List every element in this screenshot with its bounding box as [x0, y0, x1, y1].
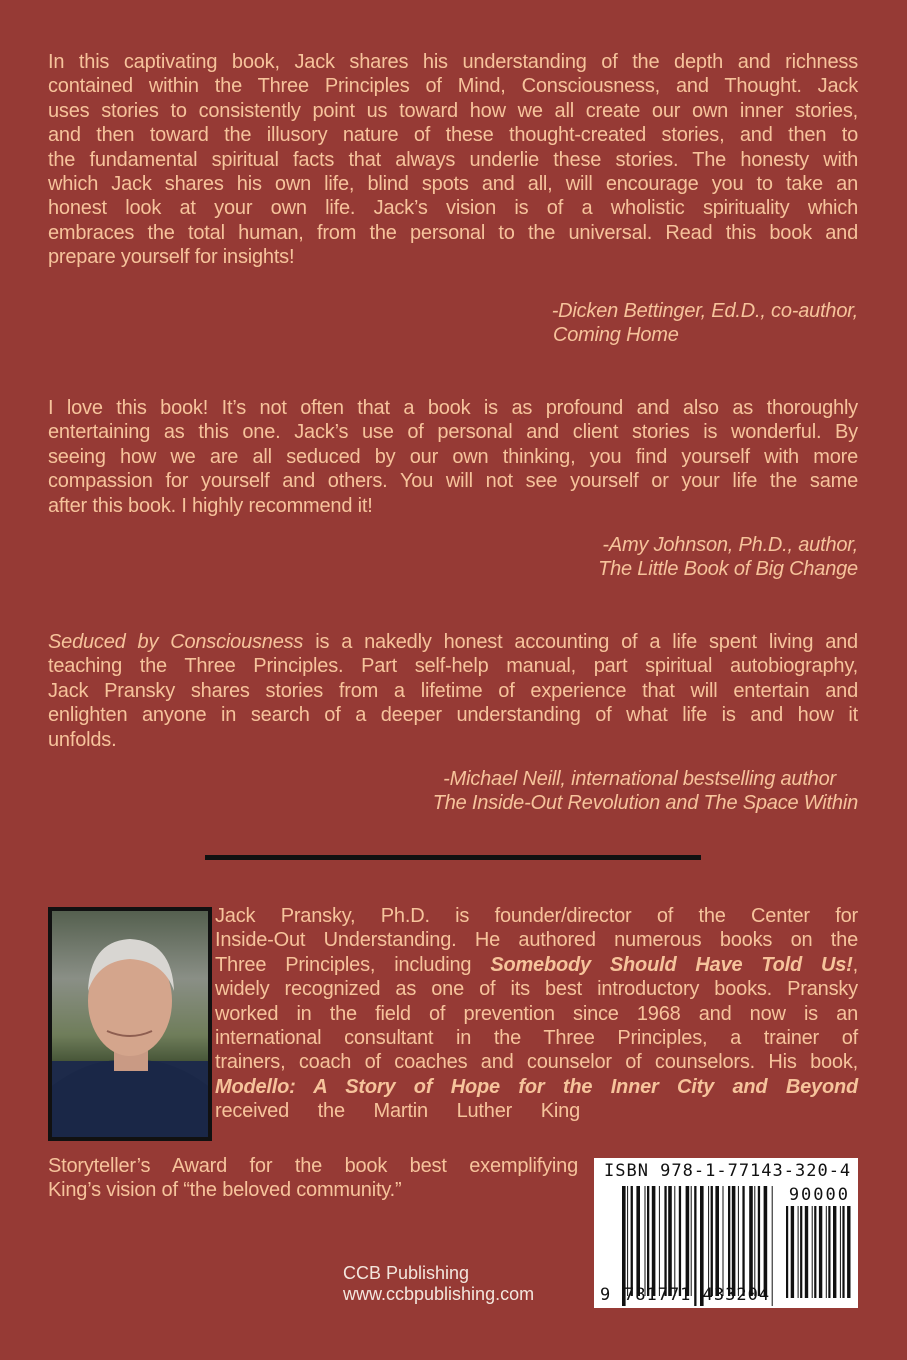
- ean-digits: 781771 433204: [624, 1285, 771, 1305]
- text-line: [48, 74, 858, 98]
- divider-rule: [205, 855, 701, 860]
- barcode-bar: [772, 1186, 773, 1306]
- barcode-bar: [691, 1186, 692, 1296]
- attribution-amy-johnson: [48, 533, 858, 582]
- text-segment: unfolds.: [48, 728, 117, 751]
- text-segment: In this captivating book, Jack shares his understanding of the depth and richness: [48, 51, 858, 73]
- text-segment: and then toward the illusory nature of these thought-created stories, and then to: [48, 124, 858, 147]
- text-segment: widely recognized as one of its best introductory books. Pransky: [215, 978, 858, 1001]
- barcode-bar: [723, 1186, 724, 1296]
- text-segment: uses stories to consistently point us toward how we all create our own inner stories,: [48, 99, 858, 122]
- barcode-bar: [749, 1186, 753, 1296]
- barcode-bar: [679, 1186, 681, 1296]
- barcode-bar: [674, 1186, 675, 1296]
- review-amy-johnson: [48, 396, 858, 518]
- text-segment: compassion for yourself and others. You will not see yourself or your life the same: [48, 470, 858, 493]
- text-segment: teaching the Three Principles. Part self-help manual, part spiritual autobiography,: [48, 655, 858, 678]
- text-segment: I love this book! It’s not often that a book is as profound and also as thoroughly: [48, 397, 858, 419]
- attribution-line: -Amy Johnson, Ph.D., author,: [602, 534, 858, 556]
- text-segment: Inside-Out Understanding. He authored numerous books on the: [215, 929, 858, 952]
- barcode-bar: [728, 1186, 730, 1296]
- barcode-bar: [738, 1186, 739, 1296]
- text-line: [48, 396, 858, 420]
- text-line: [48, 728, 858, 752]
- text-line: [48, 654, 858, 678]
- barcode-bar: [805, 1206, 808, 1298]
- publisher-url[interactable]: www.ccbpublishing.com: [343, 1284, 535, 1304]
- text-line: [48, 703, 858, 727]
- barcode-bar: [652, 1186, 656, 1296]
- text-line: [48, 1178, 578, 1202]
- text-segment: Jack Pransky, Ph.D. is founder/director of the Center for: [215, 905, 858, 927]
- barcode-bar: [791, 1206, 794, 1298]
- text-line: [48, 99, 858, 123]
- publisher-name: CCB Publishing: [343, 1263, 470, 1283]
- text-line: [48, 123, 858, 147]
- text-segment: embraces the total human, from the personal to the universal. Read this book and: [48, 221, 858, 244]
- barcode-bar: [800, 1206, 802, 1298]
- text-line: [48, 148, 858, 172]
- text-line: [215, 1075, 858, 1099]
- attribution-line: -Michael Neill, international bestselling author: [443, 768, 836, 790]
- barcode-bar: [754, 1186, 755, 1296]
- text-line: [48, 494, 858, 518]
- text-line: [48, 221, 858, 245]
- barcode-bar: [840, 1206, 841, 1298]
- text-segment: entertaining as this one. Jack’s use of personal and client stories is wonderful. By: [48, 421, 858, 444]
- attribution-book: Coming Home: [553, 324, 679, 347]
- text-segment: the fundamental spiritual facts that always underlie these stories. The honesty with: [48, 148, 858, 171]
- author-photo: [48, 907, 212, 1141]
- text-segment: is a nakedly honest accounting of a life spent living and: [303, 631, 858, 653]
- text-line: [48, 1154, 578, 1178]
- text-segment: Three Principles, including: [215, 953, 491, 976]
- text-segment: prepare yourself for insights!: [48, 246, 295, 269]
- text-segment: international consultant in the Three Principles, a trainer of: [215, 1026, 858, 1049]
- text-segment: King’s vision of “the beloved community.”: [48, 1178, 402, 1201]
- barcode-bar: [636, 1186, 640, 1296]
- text-line: [215, 953, 858, 977]
- text-line: [48, 420, 858, 444]
- barcode-bar: [708, 1186, 709, 1296]
- text-line: [48, 630, 858, 654]
- text-line: [215, 1099, 580, 1123]
- isbn-text: ISBN 978-1-77143-320-4: [604, 1161, 852, 1181]
- text-line: [215, 928, 858, 952]
- barcode-bar: [664, 1186, 666, 1296]
- text-segment: ,: [852, 953, 858, 976]
- author-bio: [215, 904, 858, 1124]
- attribution-book: The Inside-Out Revolution and The Space Within: [432, 792, 858, 815]
- text-segment: after this book. I highly recommend it!: [48, 494, 373, 517]
- barcode-bar: [786, 1206, 788, 1298]
- text-line: [215, 1026, 858, 1050]
- barcode-bar: [686, 1186, 690, 1296]
- text-line: [215, 904, 858, 928]
- text-line: [48, 196, 858, 220]
- barcode-bar: [659, 1186, 660, 1296]
- text-line: [48, 679, 858, 703]
- barcode-bar: [732, 1186, 736, 1296]
- review-michael-neill: [48, 630, 858, 752]
- author-bio-continued: [48, 1154, 578, 1203]
- text-segment: received the Martin Luther King: [215, 1100, 580, 1123]
- attribution-michael-neill: [48, 767, 858, 816]
- publisher: [343, 1263, 534, 1305]
- text-line: [215, 1002, 858, 1026]
- barcode-bar: [812, 1206, 813, 1298]
- text-segment: Storyteller’s Award for the book best exemplifying: [48, 1154, 578, 1177]
- barcode-bar: [631, 1186, 633, 1296]
- text-segment: which Jack shares his own life, blind spots and all, will encourage you to take an: [48, 172, 858, 195]
- barcode-bar: [647, 1186, 649, 1296]
- text-line: [48, 245, 858, 269]
- barcode-bar: [798, 1206, 799, 1298]
- review-dicken-bettinger: [48, 50, 858, 270]
- barcode-bar: [826, 1206, 827, 1298]
- text-line: [48, 469, 858, 493]
- text-segment: contained within the Three Principles of Mind, Consciousness, and Thought. Jack: [48, 75, 858, 98]
- barcode-bar: [819, 1206, 822, 1298]
- text-line: [48, 172, 858, 196]
- barcode-bar: [715, 1186, 719, 1296]
- text-line: [215, 977, 858, 1001]
- text-line: [215, 1050, 858, 1074]
- barcode-bar: [814, 1206, 816, 1298]
- barcode-bar: [668, 1186, 672, 1296]
- barcode-bar: [758, 1186, 760, 1296]
- emphasized-title: Seduced by Consciousness: [48, 631, 304, 653]
- emphasized-title: Somebody Should Have Told Us!: [490, 953, 853, 976]
- attribution-dicken-bettinger: [48, 299, 858, 348]
- ean-lead-digit: 9: [600, 1285, 611, 1305]
- barcode-bar: [833, 1206, 836, 1298]
- isbn-barcode: [594, 1158, 858, 1308]
- attribution-line: -Dicken Bettinger, Ed.D., co-author,: [551, 300, 858, 322]
- barcode-bar: [711, 1186, 713, 1296]
- text-line: [48, 445, 858, 469]
- barcode-bar: [828, 1206, 830, 1298]
- barcode-bar: [742, 1186, 744, 1296]
- barcode-bar: [645, 1186, 646, 1296]
- text-segment: Jack Pransky shares stories from a lifetime of experience that will entertain and: [48, 679, 858, 702]
- text-segment: worked in the field of prevention since 1968 and now is an: [215, 1002, 858, 1025]
- text-line: [48, 50, 858, 74]
- text-segment: trainers, coach of coaches and counselor of counselors. His book,: [215, 1051, 858, 1074]
- barcode-bar: [847, 1206, 850, 1298]
- emphasized-title: Modello: A Story of Hope for the Inner City and Beyond: [215, 1075, 858, 1098]
- text-segment: honest look at your own life. Jack’s vision is of a wholistic spirituality which: [48, 197, 858, 220]
- attribution-book: The Little Book of Big Change: [598, 558, 858, 581]
- text-segment: enlighten anyone in search of a deeper understanding of what life is and how it: [48, 704, 858, 727]
- barcode-bar: [627, 1186, 628, 1296]
- price-code: 90000: [788, 1185, 850, 1205]
- barcode-bar: [764, 1186, 768, 1296]
- barcode-bar: [842, 1206, 844, 1298]
- text-segment: seeing how we are all seduced by our own thinking, you find yourself with more: [48, 445, 858, 468]
